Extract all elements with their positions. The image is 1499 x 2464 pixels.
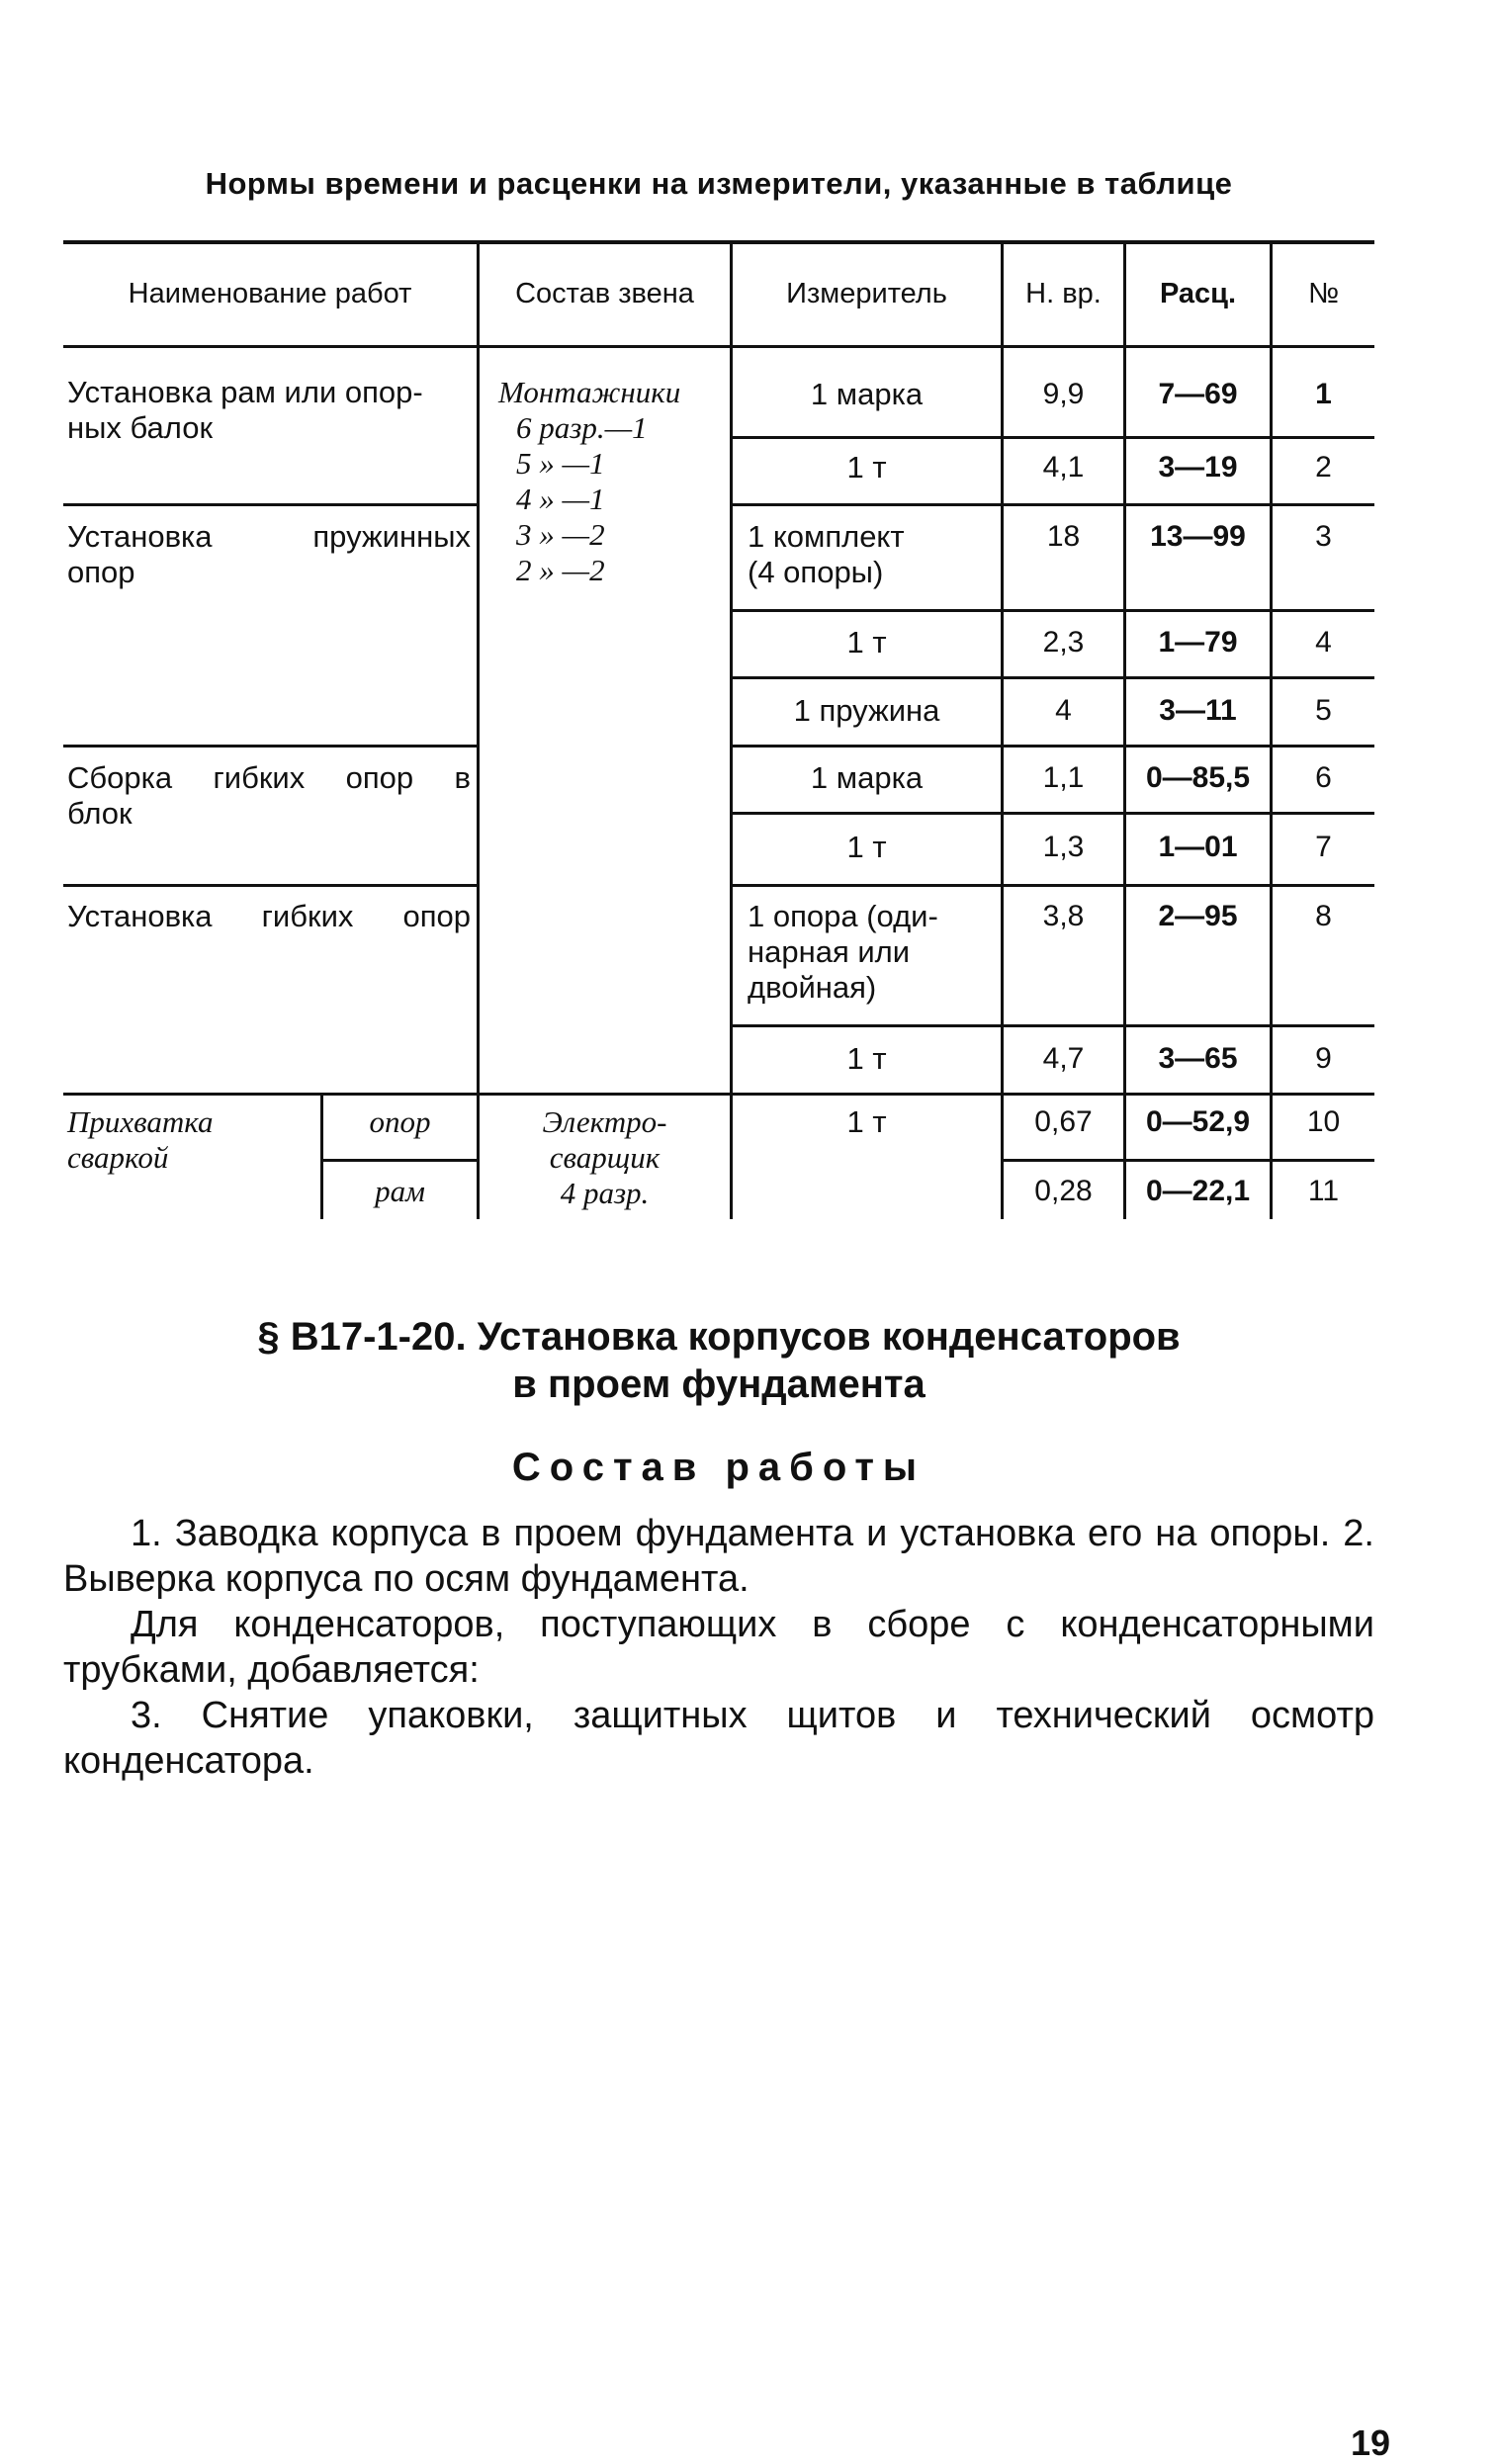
rate-cell: 13—99 — [1150, 520, 1246, 553]
number-cell: 4 — [1315, 626, 1332, 659]
norm-cell: 4,1 — [1042, 451, 1085, 484]
work-name: Сборка гибких опор в блок — [67, 760, 471, 831]
unit-cell: 1 т — [846, 625, 887, 660]
rate-cell: 0—85,5 — [1145, 761, 1251, 794]
unit-cell: 1 опора (оди- нарная или двойная) — [748, 899, 938, 1005]
table-title: Нормы времени и расценки на измерители, указанные в таблице — [205, 166, 1233, 201]
rate-cell: 3—11 — [1159, 694, 1237, 727]
norm-cell: 1,1 — [1042, 761, 1085, 794]
header-rate: Расц. — [1159, 278, 1237, 309]
unit-cell: 1 пружина — [793, 693, 940, 728]
norm-cell: 2,3 — [1042, 626, 1085, 659]
work-name: Установка рам или опор- ных балок — [67, 375, 423, 445]
work-name: Установка гибких опор — [67, 899, 471, 933]
number-cell: 7 — [1315, 831, 1332, 863]
norms-table — [63, 240, 1374, 1219]
header-crew: Состав звена — [515, 278, 694, 309]
paragraph: Для конденсаторов, поступающих в сборе с конденсаторными трубками, добавляется: — [63, 1604, 1374, 1691]
header-work: Наименование работ — [128, 278, 412, 309]
norm-cell: 0,67 — [1034, 1105, 1093, 1138]
norm-cell: 4 — [1055, 694, 1072, 727]
work-subname: рам — [375, 1174, 425, 1208]
unit-cell: 1 т — [846, 1041, 887, 1076]
norm-cell: 1,3 — [1042, 831, 1085, 863]
unit-cell: 1 т — [846, 830, 887, 864]
norm-cell: 9,9 — [1042, 378, 1085, 410]
unit-cell: 1 марка — [810, 760, 924, 795]
section-body — [63, 1511, 1374, 1784]
number-cell: 8 — [1315, 900, 1332, 932]
rate-cell: 3—65 — [1158, 1042, 1238, 1075]
number-cell: 10 — [1306, 1105, 1341, 1138]
number-cell: 11 — [1307, 1175, 1340, 1207]
number-cell: 3 — [1315, 520, 1332, 553]
work-name: Установка пружинных опор — [67, 519, 471, 589]
paragraph: 1. Заводка корпуса в проем фундамента и установка его на опоры. 2. Выверка корпуса по осям фундамента. — [63, 1513, 1374, 1600]
work-subname: опор — [369, 1104, 431, 1139]
rate-cell: 0—52,9 — [1145, 1105, 1251, 1138]
rate-cell: 7—69 — [1158, 378, 1238, 410]
header-number: № — [1307, 278, 1340, 309]
norm-cell: 4,7 — [1042, 1042, 1085, 1075]
header-unit: Измеритель — [786, 278, 947, 309]
crew-installers: Монтажники 6 разр.—1 5 » —1 4 » —1 3 » —2 2 » —2 — [498, 375, 681, 587]
rate-cell: 1—01 — [1158, 831, 1238, 863]
work-name: Прихватка сваркой — [67, 1104, 214, 1175]
rate-cell: 2—95 — [1158, 900, 1238, 932]
unit-cell: 1 комплект (4 опоры) — [748, 519, 905, 589]
number-cell: 1 — [1315, 378, 1332, 410]
norm-cell: 18 — [1046, 520, 1081, 553]
norm-cell: 3,8 — [1042, 900, 1085, 932]
paragraph: 3. Снятие упаковки, защитных щитов и технический осмотр конденсатора. — [63, 1695, 1374, 1782]
rate-cell: 0—22,1 — [1145, 1175, 1251, 1207]
unit-cell: 1 т — [846, 450, 887, 484]
number-cell: 2 — [1315, 451, 1332, 484]
rate-cell: 1—79 — [1158, 626, 1238, 659]
page-number: 19 — [1350, 2422, 1390, 2463]
header-norm: Н. вр. — [1025, 278, 1102, 309]
rate-cell: 3—19 — [1158, 451, 1238, 484]
section-subheading: Состав работы — [511, 1446, 926, 1489]
number-cell: 6 — [1315, 761, 1332, 794]
unit-cell: 1 т — [846, 1104, 887, 1139]
number-cell: 5 — [1315, 694, 1332, 727]
section-title: § В17-1-20. Установка корпусов конденсаторов в проем фундамента — [257, 1315, 1181, 1406]
crew-welder: Электро- сварщик 4 разр. — [542, 1104, 667, 1210]
number-cell: 9 — [1315, 1042, 1332, 1075]
unit-cell: 1 марка — [810, 377, 924, 411]
norm-cell: 0,28 — [1034, 1175, 1093, 1207]
